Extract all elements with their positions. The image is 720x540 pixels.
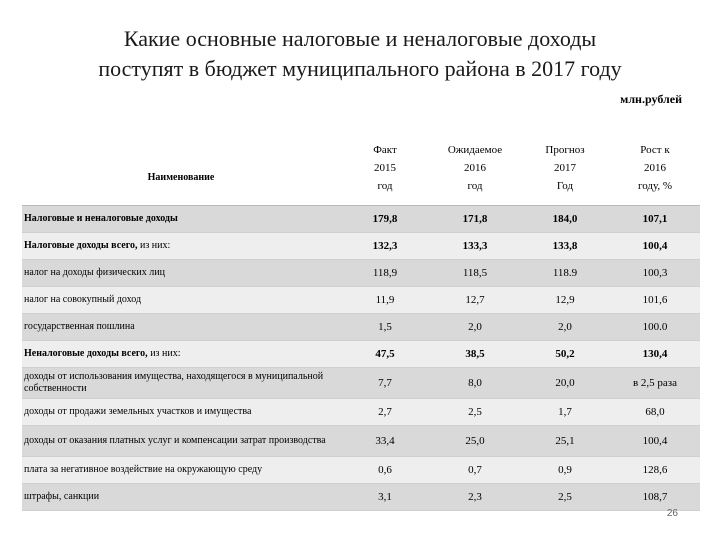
header-line: Прогноз [545,144,585,156]
cell-expected-2016: 8,0 [430,368,520,399]
revenue-table-container [22,130,700,511]
cell-expected-2016: 118,5 [430,260,520,287]
row-name [22,341,340,368]
table-row [22,233,700,260]
cell-growth: 101,6 [610,287,700,314]
cell-expected-2016: 2,5 [430,399,520,426]
revenue-table [22,130,700,511]
table-row [22,314,700,341]
cell-growth: 107,1 [610,206,700,233]
cell-expected-2016: 0,7 [430,457,520,484]
row-name: плата за негативное воздействие на окружающую среду [22,457,340,484]
cell-growth: 100.0 [610,314,700,341]
row-name: государственная пошлина [22,314,340,341]
cell-fact-2015: 0,6 [340,457,430,484]
table-row [22,484,700,511]
row-name-text: Неналоговые доходы всего, [24,348,148,359]
header-line: год [467,180,483,192]
cell-growth: 100,4 [610,426,700,457]
cell-growth: в 2,5 раза [610,368,700,399]
table-row [22,341,700,368]
row-name: доходы от продажи земельных участков и имущества [22,399,340,426]
cell-fact-2015: 2,7 [340,399,430,426]
page-title [40,24,680,84]
page-number: 26 [666,508,678,519]
cell-forecast-2017: 184,0 [520,206,610,233]
table-row [22,426,700,457]
cell-fact-2015: 3,1 [340,484,430,511]
cell-fact-2015: 33,4 [340,426,430,457]
cell-expected-2016: 38,5 [430,341,520,368]
table-row [22,457,700,484]
row-name [22,233,340,260]
table-row [22,206,700,233]
header-line: 2015 [374,162,396,174]
cell-forecast-2017: 25,1 [520,426,610,457]
cell-expected-2016: 2,3 [430,484,520,511]
table-row [22,260,700,287]
table-row [22,368,700,399]
units-label: млн.рублей [620,92,682,106]
cell-forecast-2017: 133,8 [520,233,610,260]
cell-expected-2016: 171,8 [430,206,520,233]
cell-growth: 100,3 [610,260,700,287]
header-row [22,130,700,206]
cell-forecast-2017: 50,2 [520,341,610,368]
row-name-suffix: из них: [147,348,181,359]
cell-expected-2016: 2,0 [430,314,520,341]
cell-fact-2015: 118,9 [340,260,430,287]
cell-forecast-2017: 1,7 [520,399,610,426]
cell-fact-2015: 132,3 [340,233,430,260]
table-row [22,287,700,314]
row-name-suffix: из них: [137,240,171,251]
cell-expected-2016: 25,0 [430,426,520,457]
header-line: Рост к [640,144,670,156]
cell-forecast-2017: 20,0 [520,368,610,399]
row-name: доходы от оказания платных услуг и компенсации затрат производства [22,426,340,457]
header-growth [610,130,700,206]
header-line: год [377,180,393,192]
title-line-1: Какие основные налоговые и неналоговые доходы [123,26,597,51]
cell-forecast-2017: 118.9 [520,260,610,287]
cell-fact-2015: 47,5 [340,341,430,368]
row-name: налог на доходы физических лиц [22,260,340,287]
cell-fact-2015: 1,5 [340,314,430,341]
row-name [22,206,340,233]
cell-growth: 128,6 [610,457,700,484]
header-line: Факт [373,144,397,156]
cell-forecast-2017: 2,5 [520,484,610,511]
table-row [22,399,700,426]
cell-forecast-2017: 12,9 [520,287,610,314]
cell-fact-2015: 179,8 [340,206,430,233]
cell-growth: 100,4 [610,233,700,260]
header-line: 2016 [644,162,666,174]
cell-expected-2016: 12,7 [430,287,520,314]
cell-fact-2015: 7,7 [340,368,430,399]
header-line: 2017 [554,162,576,174]
header-line: году, % [637,180,673,192]
cell-growth: 68,0 [610,399,700,426]
cell-forecast-2017: 0,9 [520,457,610,484]
cell-forecast-2017: 2,0 [520,314,610,341]
cell-expected-2016: 133,3 [430,233,520,260]
row-name: налог на совокупный доход [22,287,340,314]
cell-fact-2015: 11,9 [340,287,430,314]
row-name: доходы от использования имущества, находящегося в муниципальной собственности [22,368,340,399]
header-line: 2016 [464,162,486,174]
header-line: Год [556,180,574,192]
header-expected-2016 [430,130,520,206]
header-fact-2015 [340,130,430,206]
cell-growth: 130,4 [610,341,700,368]
header-name: Наименование [22,130,340,206]
row-name-text: Налоговые доходы всего, [24,240,138,251]
header-line: Ожидаемое [447,144,503,156]
row-name: штрафы, санкции [22,484,340,511]
title-line-2: поступят в бюджет муниципального района в 2017 году [98,56,622,81]
row-name-text: Налоговые и неналоговые доходы [24,213,178,224]
cell-growth: 108,7 [610,484,700,511]
header-forecast-2017 [520,130,610,206]
